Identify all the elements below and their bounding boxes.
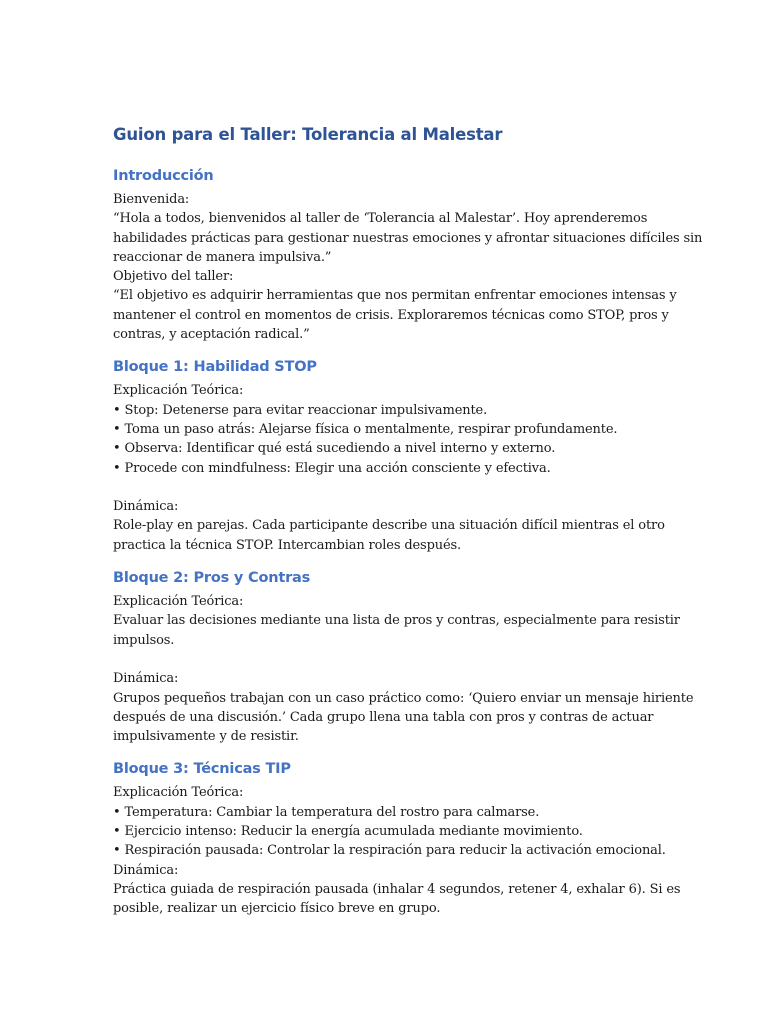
section-3 [113,759,681,918]
paragraph-line: habilidades prácticas para gestionar nuestras emociones y afrontar situaciones difíciles sin [113,230,703,246]
paragraph-line: después de una discusión.’ Cada grupo llena una tabla con pros y contras de actuar [113,709,654,725]
document-title: Guion para el Taller: Tolerancia al Malestar [113,125,503,144]
paragraph-line: impulsivamente y de resistir. [113,729,299,745]
paragraph-line: contras, y aceptación radical.” [113,327,310,343]
paragraph-line: Dinámica: [113,499,179,515]
paragraph-line: “El objetivo es adquirir herramientas que nos permitan enfrentar emociones intensas y [113,288,677,304]
paragraph-line: Explicación Teórica: [113,383,244,399]
paragraph-line: impulsos. [113,632,175,648]
paragraph-line: • Stop: Detenerse para evitar reaccionar impulsivamente. [113,402,488,418]
paragraph-line: Evaluar las decisiones mediante una lista de pros y contras, especialmente para resistir [113,613,680,629]
section-heading: Introducción [113,168,214,184]
section-1 [113,357,665,555]
paragraph-line: Bienvenida: [113,192,190,207]
section-0 [113,166,703,344]
paragraph-line: mantener el control en momentos de crisis. Exploraremos técnicas como STOP, pros y [113,307,669,323]
blank-line [113,650,658,669]
paragraph-line: • Procede con mindfulness: Elegir una acción consciente y efectiva. [113,460,551,476]
section-heading: Bloque 2: Pros y Contras [113,570,311,587]
paragraph-line: Explicación Teórica: [113,785,244,801]
paragraph-line: • Observa: Identificar qué está sucediendo a nivel interno y externo. [113,441,556,457]
section-heading: Bloque 3: Técnicas TIP [113,761,291,778]
paragraph-line: “Hola a todos, bienvenidos al taller de ‘Tolerancia al Malestar’. Hoy aprenderemos [113,211,648,227]
paragraph-line: Grupos pequeños trabajan con un caso práctico como: ‘Quiero enviar un mensaje hiriente [113,690,694,706]
section-heading: Bloque 1: Habilidad STOP [113,359,317,376]
paragraph-line: Role-play en parejas. Cada participante describe una situación difícil mientras el otro [113,518,665,534]
paragraph-line: • Toma un paso atrás: Alejarse física o mentalmente, respirar profundamente. [113,421,618,437]
paragraph-line: • Temperatura: Cambiar la temperatura del rostro para calmarse. [113,804,540,820]
paragraph-line: • Respiración pausada: Controlar la respiración para reducir la activación emocional. [113,843,666,859]
paragraph-line: reaccionar de manera impulsiva.” [113,249,332,265]
paragraph-line: posible, realizar un ejercicio físico breve en grupo. [113,901,441,917]
section-2 [113,568,694,746]
document-body [113,166,703,919]
blank-line [113,478,658,497]
paragraph-line: • Ejercicio intenso: Reducir la energía acumulada mediante movimiento. [113,824,583,840]
paragraph-line: Objetivo del taller: [113,269,234,285]
paragraph-line: Explicación Teórica: [113,594,244,610]
paragraph-line: Práctica guiada de respiración pausada (inhalar 4 segundos, retener 4, exhalar 6). Si es [113,881,681,897]
paragraph-line: Dinámica: [113,671,179,687]
paragraph-line: practica la técnica STOP. Intercambian roles después. [113,537,462,553]
paragraph-line: Dinámica: [113,862,179,878]
